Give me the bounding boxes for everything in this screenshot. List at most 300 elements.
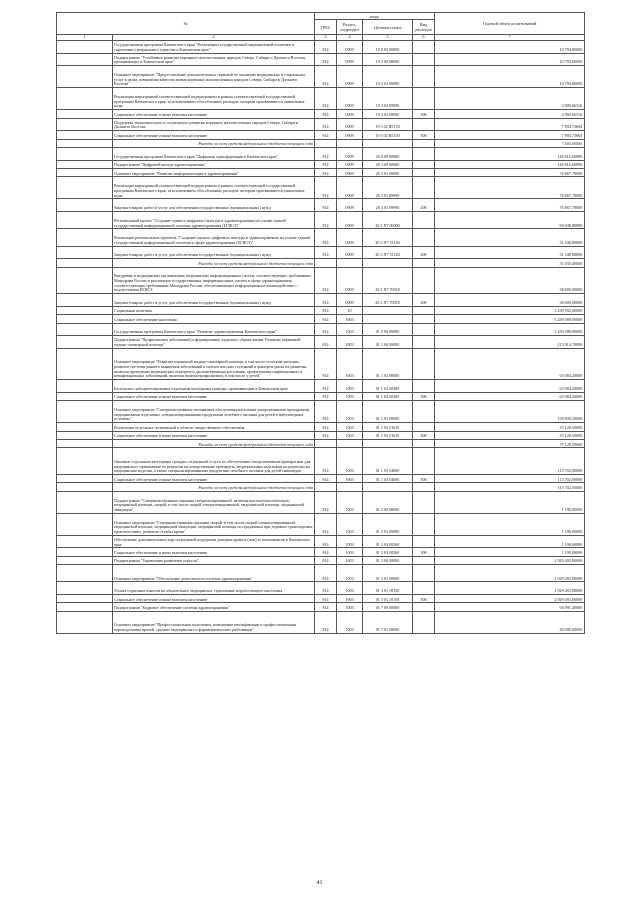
row-section: 1003 bbox=[337, 603, 363, 611]
row-target-article: 01 1 00 00000 bbox=[363, 336, 413, 349]
row-section: 0909 bbox=[337, 53, 363, 66]
row-number-cell bbox=[57, 306, 113, 314]
table-row bbox=[57, 401, 585, 423]
table-row bbox=[57, 315, 585, 323]
row-section: 1003 bbox=[337, 392, 363, 400]
row-name: Закупка товаров, работ и услуг для обеспечения государственных (муниципальных) нужд bbox=[113, 246, 315, 259]
row-target-article bbox=[363, 439, 413, 447]
row-number-cell bbox=[57, 88, 113, 110]
row-section: 0909 bbox=[337, 88, 363, 110]
row-number-cell bbox=[57, 323, 113, 336]
row-number-cell bbox=[57, 41, 113, 54]
row-section: 1003 bbox=[337, 401, 363, 423]
row-name: Социальное обеспечение и иные выплаты населению bbox=[113, 110, 315, 118]
row-grbs: 814 bbox=[315, 491, 337, 513]
row-grbs: 814 bbox=[315, 177, 337, 199]
table-row bbox=[57, 513, 585, 535]
row-expense-type bbox=[413, 306, 435, 314]
row-grbs: 814 bbox=[315, 110, 337, 118]
row-name: Расходы за счет средств федерального бюджета текущего года bbox=[113, 483, 315, 491]
row-expense-type bbox=[413, 41, 435, 54]
row-grbs: 814 bbox=[315, 548, 337, 556]
row-grbs bbox=[315, 259, 337, 267]
row-section: 1003 bbox=[337, 582, 363, 595]
row-number-cell bbox=[57, 423, 113, 431]
row-name: Региональный проект "Создание единого цифрового контура в здравоохранении на основе единой государственной информационной системы здравоохранения (ЕГИСЗ)" bbox=[113, 211, 315, 228]
row-name: Государственная программа Камчатского края "Реализация государственной национальной политики и укрепление гражданского единства в Камчатском крае" bbox=[113, 41, 315, 54]
row-amount: 69 948,88890 bbox=[435, 211, 585, 228]
row-grbs: 814 bbox=[315, 53, 337, 66]
row-grbs: 814 bbox=[315, 246, 337, 259]
row-grbs: 814 bbox=[315, 535, 337, 548]
row-amount: 38 600,00000 bbox=[435, 267, 585, 294]
table-row bbox=[57, 423, 585, 431]
table-row bbox=[57, 548, 585, 556]
row-section bbox=[337, 439, 363, 447]
row-target-article: 20 3 01 00000 bbox=[363, 168, 413, 176]
row-grbs: 814 bbox=[315, 323, 337, 336]
row-expense-type bbox=[413, 211, 435, 228]
budget-table-sheet bbox=[56, 12, 584, 634]
row-section: 0909 bbox=[337, 229, 363, 246]
table-row bbox=[57, 431, 585, 439]
row-name: Расходы за счет средств федерального бюджета текущего года bbox=[113, 259, 315, 267]
row-amount: 63 084,20000 bbox=[435, 348, 585, 379]
table-row bbox=[57, 66, 585, 88]
row-expense-type: 300 bbox=[413, 595, 435, 603]
row-number-cell bbox=[57, 513, 113, 535]
federal-budget-note-row bbox=[57, 259, 585, 267]
row-number-cell bbox=[57, 548, 113, 556]
row-number-cell bbox=[57, 448, 113, 475]
row-target-article: 20 3 N7 00000 bbox=[363, 211, 413, 228]
row-expense-type bbox=[413, 147, 435, 160]
row-grbs bbox=[315, 483, 337, 491]
row-number-cell bbox=[57, 474, 113, 482]
row-target-article: 01 7 00 00000 bbox=[363, 603, 413, 611]
row-target-article: 01 1 03 54600 bbox=[363, 448, 413, 475]
column-number: 3 bbox=[315, 35, 337, 41]
row-section: 0909 bbox=[337, 147, 363, 160]
row-amount: 7 894,73684 bbox=[435, 131, 585, 139]
row-grbs bbox=[315, 439, 337, 447]
row-grbs: 814 bbox=[315, 147, 337, 160]
row-number-cell bbox=[57, 168, 113, 176]
row-number-cell bbox=[57, 439, 113, 447]
row-name: Подпрограмма "Управление развитием отрасли" bbox=[113, 556, 315, 564]
row-expense-type bbox=[413, 336, 435, 349]
row-section: 1003 bbox=[337, 348, 363, 379]
column-number: 4 bbox=[337, 35, 363, 41]
row-expense-type bbox=[413, 556, 435, 564]
row-expense-type: 300 bbox=[413, 110, 435, 118]
row-target-article: 20 3 01 09990 bbox=[363, 177, 413, 199]
table-row bbox=[57, 41, 585, 54]
row-section: 10 bbox=[337, 306, 363, 314]
row-name: Государственная программа Камчатского края "Цифровая трансформация в Камчатском крае" bbox=[113, 147, 315, 160]
row-grbs: 814 bbox=[315, 118, 337, 131]
row-amount: 113 702,00000 bbox=[435, 474, 585, 482]
row-target-article: 19 3 00 00000 bbox=[363, 53, 413, 66]
row-name: Социальное обеспечение и иные выплаты населению bbox=[113, 431, 315, 439]
row-target-article: 19 0 00 00000 bbox=[363, 41, 413, 54]
table-row bbox=[57, 348, 585, 379]
row-name: Поддержка экономического и социального развития коренных малочисленных народов Севера, Сибири и Дальнего Востока bbox=[113, 118, 315, 131]
row-section: 1003 bbox=[337, 491, 363, 513]
column-number: 5 bbox=[363, 35, 413, 41]
row-expense-type bbox=[413, 118, 435, 131]
row-amount: 7 500,00000 bbox=[435, 139, 585, 147]
row-amount: 1 190,00000 bbox=[435, 491, 585, 513]
row-amount: 150 830,50000 bbox=[435, 401, 585, 423]
row-expense-type bbox=[413, 66, 435, 88]
row-name: Социальное обеспечение населения bbox=[113, 315, 315, 323]
row-amount: 3 239 592,06000 bbox=[435, 306, 585, 314]
row-target-article bbox=[363, 306, 413, 314]
row-name: Социальное обеспечение и иные выплаты населению bbox=[113, 595, 315, 603]
row-name: Основное мероприятие "Профессиональная подготовка, повышение квалификации и профессиональная переподготовка врачей, средних медицинских и фармацевтических работников" bbox=[113, 611, 315, 633]
row-section: 0909 bbox=[337, 110, 363, 118]
row-section: 1003 bbox=[337, 565, 363, 582]
row-name: Государственная программа Камчатского края "Развитие здравоохранения Камчатского края" bbox=[113, 323, 315, 336]
row-expense-type bbox=[413, 160, 435, 168]
row-name: Подпрограмма "Совершенствование оказания специализированной, включая высокотехнологичную, медицинской помощи, скорой, в том числе скорой специализированной, медицинской помощи, медицинской эвакуации" bbox=[113, 491, 315, 513]
row-expense-type: 300 bbox=[413, 474, 435, 482]
row-number-cell bbox=[57, 147, 113, 160]
row-number-cell bbox=[57, 535, 113, 548]
row-grbs: 814 bbox=[315, 41, 337, 54]
federal-budget-note-row bbox=[57, 439, 585, 447]
row-section: 0909 bbox=[337, 177, 363, 199]
row-amount: 113 702,00000 bbox=[435, 483, 585, 491]
table-row bbox=[57, 131, 585, 139]
row-name: Внедрение в медицинских организациях медицинских информационных систем, соответствующих требованиям Минздрава России и реализации государственных информационных систем в сфере здравоохранения, соответствующих требованиям Минздрава России, обеспечивающих информационное взаимодействие с подсистемами ЕГИСЗ bbox=[113, 267, 315, 294]
row-section: 0909 bbox=[337, 211, 363, 228]
row-target-article: 20 3 01 09990 bbox=[363, 199, 413, 212]
row-target-article: 01 0 00 00000 bbox=[363, 323, 413, 336]
row-number-cell bbox=[57, 401, 113, 423]
row-expense-type bbox=[413, 177, 435, 199]
row-number-cell bbox=[57, 267, 113, 294]
row-expense-type: 300 bbox=[413, 392, 435, 400]
row-amount: 146 816,66890 bbox=[435, 147, 585, 160]
row-target-article: 01 1 02 20380 bbox=[363, 392, 413, 400]
row-target-article: 20 0 00 00000 bbox=[363, 147, 413, 160]
row-name: Подпрограмма "Кадровое обеспечение системы здравоохранения" bbox=[113, 603, 315, 611]
row-section: 1003 bbox=[337, 535, 363, 548]
row-name: Подпрограмма "Цифровой контур здравоохранения" bbox=[113, 160, 315, 168]
row-grbs: 814 bbox=[315, 66, 337, 88]
row-name: Подпрограмма "Устойчивое развитие коренных малочисленных народов Севера, Сибири и Дальнего Востока, проживающих в Камчатском крае" bbox=[113, 53, 315, 66]
row-expense-type bbox=[413, 491, 435, 513]
row-name: Оказание отдельным категориям граждан социальной услуги по обеспечению лекарственными препаратами для медицинского применения по рецептам на лекарственные препараты, медицинскими изделиями по рецептам на медицинские изделия, а также специализированными продуктами лечебного питания для детей-инвалидов bbox=[113, 448, 315, 475]
row-grbs: 814 bbox=[315, 336, 337, 349]
row-amount: 76 867,78000 bbox=[435, 168, 585, 176]
row-number-cell bbox=[57, 392, 113, 400]
header-codes: коды bbox=[315, 13, 435, 20]
column-number: 6 bbox=[413, 35, 435, 41]
row-expense-type bbox=[413, 315, 435, 323]
row-number-cell bbox=[57, 380, 113, 393]
table-row bbox=[57, 88, 585, 110]
row-number-cell bbox=[57, 348, 113, 379]
row-number-cell bbox=[57, 131, 113, 139]
row-expense-type: 200 bbox=[413, 294, 435, 307]
row-expense-type bbox=[413, 53, 435, 66]
row-grbs: 814 bbox=[315, 199, 337, 212]
row-name: Реализация отдельных полномочий в области лекарственного обеспечения bbox=[113, 423, 315, 431]
row-target-article: 01 3 01 00000 bbox=[363, 565, 413, 582]
budget-table bbox=[56, 12, 585, 634]
row-target-article: 20 3 00 00000 bbox=[363, 160, 413, 168]
row-section bbox=[337, 259, 363, 267]
row-target-article: 01 2 00 00000 bbox=[363, 491, 413, 513]
row-section: 0909 bbox=[337, 118, 363, 131]
row-amount: 2 929 493,80000 bbox=[435, 556, 585, 564]
table-row bbox=[57, 294, 585, 307]
row-expense-type bbox=[413, 483, 435, 491]
row-grbs: 814 bbox=[315, 603, 337, 611]
row-target-article: 01 3 01 10150 bbox=[363, 582, 413, 595]
row-grbs: 814 bbox=[315, 595, 337, 603]
row-grbs bbox=[315, 139, 337, 147]
table-row bbox=[57, 380, 585, 393]
row-grbs: 814 bbox=[315, 168, 337, 176]
row-name: Реализация региональных проектов "Создание единого цифрового контура в здравоохранении на основе единой государственной информационной системы в сфере здравоохранения (ЕГИСЗ)" bbox=[113, 229, 315, 246]
row-name: Расходы за счет средств федерального бюджета текущего года bbox=[113, 439, 315, 447]
row-number-cell bbox=[57, 611, 113, 633]
row-target-article: 01 3 01 10150 bbox=[363, 595, 413, 603]
row-section: 0909 bbox=[337, 131, 363, 139]
row-amount: 37 128,50000 bbox=[435, 431, 585, 439]
column-number: 1 bbox=[57, 35, 113, 41]
row-grbs: 814 bbox=[315, 431, 337, 439]
table-row bbox=[57, 118, 585, 131]
row-number-cell bbox=[57, 177, 113, 199]
row-grbs: 814 bbox=[315, 448, 337, 475]
row-amount: 1 190,00000 bbox=[435, 513, 585, 535]
row-expense-type bbox=[413, 168, 435, 176]
table-row bbox=[57, 392, 585, 400]
row-target-article: 01 2 03 20260 bbox=[363, 535, 413, 548]
row-name: Основное мероприятие "Предоставление дополнительных гарантий по оказанию медицинских и социальных услуг в целях повышения качества жизни коренных малочисленных народов Севера, Сибири и Дальнего Востока" bbox=[113, 66, 315, 88]
row-grbs: 814 bbox=[315, 315, 337, 323]
table-row bbox=[57, 110, 585, 118]
row-section: 1003 bbox=[337, 336, 363, 349]
row-number-cell bbox=[57, 199, 113, 212]
row-target-article: 01 2 03 00000 bbox=[363, 513, 413, 535]
row-number-cell bbox=[57, 246, 113, 259]
row-grbs: 814 bbox=[315, 380, 337, 393]
row-expense-type bbox=[413, 603, 435, 611]
table-row bbox=[57, 556, 585, 564]
row-target-article: 01 1 03 51610 bbox=[363, 423, 413, 431]
row-grbs: 814 bbox=[315, 348, 337, 379]
table-row bbox=[57, 448, 585, 475]
row-expense-type: 300 bbox=[413, 431, 435, 439]
table-row bbox=[57, 53, 585, 66]
row-expense-type bbox=[413, 229, 435, 246]
row-amount: 48 000,00000 bbox=[435, 611, 585, 633]
row-name: Бесплатное зубопротезирование отдельным категориям граждан, проживающим в Камчатском крае bbox=[113, 380, 315, 393]
table-row bbox=[57, 535, 585, 548]
row-expense-type bbox=[413, 380, 435, 393]
row-name: Социальная политика bbox=[113, 306, 315, 314]
table-row bbox=[57, 229, 585, 246]
table-row bbox=[57, 491, 585, 513]
row-grbs: 814 bbox=[315, 392, 337, 400]
row-name: Социальное обеспечение и иные выплаты населению bbox=[113, 474, 315, 482]
row-target-article: 01 1 03 51610 bbox=[363, 431, 413, 439]
row-number-cell bbox=[57, 118, 113, 131]
row-grbs: 814 bbox=[315, 401, 337, 423]
row-grbs: 814 bbox=[315, 160, 337, 168]
header-number: № bbox=[57, 13, 315, 35]
row-number-cell bbox=[57, 160, 113, 168]
table-row bbox=[57, 199, 585, 212]
table-row bbox=[57, 267, 585, 294]
row-section: 0909 bbox=[337, 199, 363, 212]
row-section: 1003 bbox=[337, 315, 363, 323]
row-target-article bbox=[363, 315, 413, 323]
row-number-cell bbox=[57, 595, 113, 603]
row-name: Основное мероприятие "Совершенствование механизмов обеспечения населения лекарственными препаратами, медицинскими изделиями, специализированными продуктами лечебного питания для детей в амбулаторных условиях" bbox=[113, 401, 315, 423]
row-name: Закупка товаров, работ и услуг для обеспечения государственных (муниципальных) нужд bbox=[113, 294, 315, 307]
row-expense-type bbox=[413, 448, 435, 475]
row-expense-type bbox=[413, 401, 435, 423]
header-grbs: ГРБС bbox=[315, 20, 337, 35]
row-name: Реализация мероприятий соответствующей подпрограммы в рамках соответствующей государственной программы Камчатского края, за исключением обособленных расходов, которым присваиваются уникальные коды bbox=[113, 177, 315, 199]
row-name: Основное мероприятие "Совершенствование оказания скорой, в том числе скорой специализированной, медицинской помощи, медицинской эвакуации, медицинской помощи пострадавшим при дорожно-транспортных происшествиях, развитие службы крови" bbox=[113, 513, 315, 535]
row-name: Закупка товаров, работ и услуг для обеспечения государственных (муниципальных) нужд bbox=[113, 199, 315, 212]
page-number: 41 bbox=[316, 880, 323, 886]
row-name: Обеспечение дополнительных мер социальной поддержки донорам крови и (или) ее компонентов в Камчатском крае bbox=[113, 535, 315, 548]
row-grbs: 814 bbox=[315, 306, 337, 314]
row-expense-type bbox=[413, 423, 435, 431]
row-section: 1003 bbox=[337, 548, 363, 556]
row-number-cell bbox=[57, 603, 113, 611]
row-grbs: 814 bbox=[315, 556, 337, 564]
row-section: 0909 bbox=[337, 246, 363, 259]
row-expense-type bbox=[413, 611, 435, 633]
row-expense-type bbox=[413, 88, 435, 110]
row-grbs: 814 bbox=[315, 513, 337, 535]
row-grbs: 814 bbox=[315, 294, 337, 307]
row-expense-type bbox=[413, 139, 435, 147]
row-target-article: 01 3 00 00000 bbox=[363, 556, 413, 564]
table-row bbox=[57, 160, 585, 168]
row-amount: 76 867,78000 bbox=[435, 177, 585, 199]
table-row bbox=[57, 323, 585, 336]
row-section: 0909 bbox=[337, 267, 363, 294]
row-amount: 37 128,50000 bbox=[435, 423, 585, 431]
table-row bbox=[57, 211, 585, 228]
row-number-cell bbox=[57, 139, 113, 147]
row-target-article: 19 3 02 09990 bbox=[363, 88, 413, 110]
row-expense-type: 200 bbox=[413, 246, 435, 259]
row-amount: 63 084,20000 bbox=[435, 392, 585, 400]
row-amount: 31 035,40000 bbox=[435, 259, 585, 267]
table-row bbox=[57, 565, 585, 582]
row-expense-type: 200 bbox=[413, 199, 435, 212]
row-amount: 3 239 589,90000 bbox=[435, 315, 585, 323]
budget-table-body bbox=[57, 41, 585, 634]
table-row bbox=[57, 168, 585, 176]
row-amount: 31 348,88890 bbox=[435, 246, 585, 259]
header-amount: Годовой объем ассигнований bbox=[435, 13, 585, 35]
row-expense-type: 300 bbox=[413, 131, 435, 139]
row-number-cell bbox=[57, 211, 113, 228]
row-section: 1003 bbox=[337, 556, 363, 564]
row-target-article: 01 1 03 00000 bbox=[363, 401, 413, 423]
row-expense-type bbox=[413, 582, 435, 595]
row-target-article: 01 2 03 20260 bbox=[363, 548, 413, 556]
row-section bbox=[337, 139, 363, 147]
row-section: 1003 bbox=[337, 611, 363, 633]
row-amount: 113 702,00000 bbox=[435, 448, 585, 475]
row-section: 1003 bbox=[337, 513, 363, 535]
row-target-article: 20 3 N7 51140 bbox=[363, 229, 413, 246]
row-amount: 31 348,88890 bbox=[435, 229, 585, 246]
row-grbs: 814 bbox=[315, 565, 337, 582]
table-row bbox=[57, 603, 585, 611]
row-amount: 2 900,06316 bbox=[435, 110, 585, 118]
row-target-article bbox=[363, 139, 413, 147]
row-target-article: 19 3 02 R5150 bbox=[363, 131, 413, 139]
row-amount: 37 128,50000 bbox=[435, 439, 585, 447]
column-number: 7 bbox=[435, 35, 585, 41]
row-amount: 63 084,20000 bbox=[435, 380, 585, 393]
row-name: Социальное обеспечение и иные выплаты населению bbox=[113, 392, 315, 400]
row-name: Подпрограмма "Профилактика заболеваний и формирование здорового образа жизни. Развитие первичной медико-санитарной помощи" bbox=[113, 336, 315, 349]
row-section: 1003 bbox=[337, 448, 363, 475]
row-section: 1003 bbox=[337, 423, 363, 431]
row-target-article: 19 3 02 00000 bbox=[363, 66, 413, 88]
table-row bbox=[57, 474, 585, 482]
row-amount: 213 914,70000 bbox=[435, 336, 585, 349]
table-row bbox=[57, 177, 585, 199]
table-row bbox=[57, 246, 585, 259]
row-grbs: 814 bbox=[315, 88, 337, 110]
row-grbs: 814 bbox=[315, 582, 337, 595]
row-name: Реализация мероприятий соответствующей подпрограммы в рамках соответствующей государственной программы Камчатского края, за исключением обособленных расходов, которым присваиваются уникальные коды bbox=[113, 88, 315, 110]
row-name: Уплата страховых взносов на обязательное медицинское страхование неработающего населения bbox=[113, 582, 315, 595]
row-section: 1003 bbox=[337, 595, 363, 603]
row-section: 0909 bbox=[337, 160, 363, 168]
row-amount: 1 190,00000 bbox=[435, 548, 585, 556]
header-expense-type: Вид расходов bbox=[413, 20, 435, 35]
row-number-cell bbox=[57, 294, 113, 307]
table-row bbox=[57, 147, 585, 160]
federal-budget-note-row bbox=[57, 483, 585, 491]
row-expense-type bbox=[413, 439, 435, 447]
row-number-cell bbox=[57, 110, 113, 118]
row-number-cell bbox=[57, 259, 113, 267]
row-number-cell bbox=[57, 491, 113, 513]
row-name: Расходы за счет средств федерального бюджета текущего года bbox=[113, 139, 315, 147]
row-amount: 3 239 589,90000 bbox=[435, 323, 585, 336]
row-section: 1003 bbox=[337, 323, 363, 336]
row-name: Основное мероприятие "Обеспечение деятельности системы здравоохранения" bbox=[113, 565, 315, 582]
row-target-article: 19 3 02 09990 bbox=[363, 110, 413, 118]
row-grbs: 814 bbox=[315, 474, 337, 482]
row-target-article bbox=[363, 483, 413, 491]
row-section: 0909 bbox=[337, 41, 363, 54]
row-amount: 146 816,66890 bbox=[435, 160, 585, 168]
table-row bbox=[57, 306, 585, 314]
header-target-article: Целевая статья bbox=[363, 20, 413, 35]
table-row bbox=[57, 595, 585, 603]
